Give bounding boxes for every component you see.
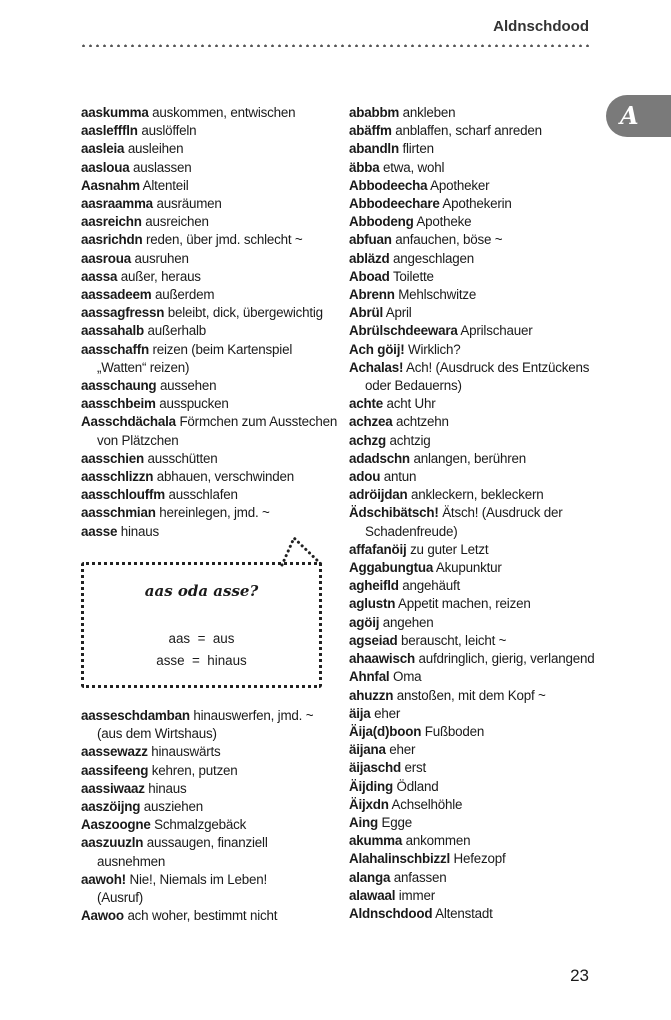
- entry-continuation: [81, 889, 331, 907]
- definition: außerhalb: [147, 323, 206, 339]
- headword: akumma: [349, 833, 403, 849]
- dictionary-entry: [349, 450, 609, 468]
- definition: ausreichen: [145, 214, 209, 230]
- section-tab: [606, 95, 671, 137]
- definition: ausschlafen: [168, 487, 238, 503]
- definition: Ätsch! (Ausdruck der: [442, 505, 563, 521]
- info-box-row: [81, 628, 322, 650]
- definition: ankleben: [402, 105, 456, 120]
- dictionary-entry: [81, 213, 331, 231]
- dictionary-entry: [349, 541, 609, 559]
- headword: Aggabungtua: [349, 560, 434, 576]
- headword: aasschaung: [81, 378, 157, 394]
- headword: Abrülschdeewara: [349, 323, 458, 339]
- headword: Abbodeecha: [349, 177, 428, 193]
- headword: Äija(d)boon: [349, 723, 422, 739]
- headword: aasschmian: [81, 505, 156, 521]
- dictionary-entry: [349, 268, 609, 286]
- headword: Abrül: [349, 305, 383, 321]
- definition: reden, über jmd. schlecht ~: [146, 232, 303, 248]
- dictionary-entry: [349, 577, 609, 595]
- dictionary-entry: [349, 304, 609, 322]
- dictionary-entry: [349, 177, 609, 195]
- dictionary-entry: [81, 341, 331, 359]
- headword: Ach göij!: [349, 341, 405, 357]
- section-letter: A: [620, 101, 639, 130]
- dictionary-entry: [349, 486, 609, 504]
- definition: anblaffen, scharf anreden: [395, 123, 542, 139]
- definition: hinauswerfen, jmd. ~: [193, 708, 314, 723]
- definition: oder Bedauerns): [365, 378, 462, 394]
- row-term: aas: [168, 631, 191, 646]
- dictionary-entry: [81, 780, 331, 798]
- headword: Achalas!: [349, 359, 404, 375]
- dictionary-entry: [349, 395, 609, 413]
- headword: achte: [349, 396, 383, 412]
- headword: affafanöij: [349, 541, 407, 557]
- dictionary-entry: [81, 816, 331, 834]
- definition: Hefezopf: [453, 851, 506, 867]
- dictionary-entry: [81, 177, 331, 195]
- headword: aasleia: [81, 141, 125, 157]
- dictionary-entry: [349, 159, 609, 177]
- definition: achtzehn: [396, 414, 449, 430]
- headword: äbba: [349, 159, 380, 175]
- left-column-top: [81, 104, 338, 541]
- headword: alanga: [349, 869, 391, 885]
- definition: ankommen: [405, 833, 471, 849]
- headword: äijana: [349, 742, 386, 758]
- dictionary-entry: [349, 341, 609, 359]
- definition: angehäuft: [402, 578, 461, 594]
- headword: ahaawisch: [349, 651, 415, 667]
- dictionary-entry: [81, 195, 331, 213]
- dictionary-entry: [81, 743, 331, 761]
- dictionary-entry: [81, 450, 331, 468]
- dictionary-entry: [349, 322, 609, 340]
- dictionary-entry: [349, 832, 609, 850]
- row-meaning: hinaus: [207, 653, 247, 668]
- definition: ausspucken: [159, 396, 229, 412]
- headword: achzea: [349, 414, 393, 430]
- definition: ausleihen: [127, 141, 184, 157]
- headword: aasroua: [81, 250, 131, 266]
- headword: aasreichn: [81, 214, 142, 230]
- dictionary-entry: [349, 796, 609, 814]
- definition: erst: [404, 760, 427, 776]
- headword: aaszuuzln: [81, 835, 144, 851]
- dictionary-entry: [81, 286, 331, 304]
- headword: aasse: [81, 523, 118, 539]
- definition: Wirklich?: [408, 341, 461, 357]
- definition: Altenteil: [142, 177, 189, 193]
- headword: aasschien: [81, 450, 144, 466]
- headword: aasraamma: [81, 196, 153, 212]
- dictionary-entry: [349, 905, 609, 923]
- headword: äija: [349, 705, 371, 721]
- definition: aufdringlich, gierig, verlangend: [418, 651, 595, 667]
- dictionary-entry: [349, 614, 609, 632]
- definition: Förmchen zum Ausstechen: [179, 414, 338, 430]
- dictionary-entry: [81, 413, 338, 431]
- definition: außer, heraus: [120, 268, 201, 284]
- definition: Achselhöhle: [391, 796, 463, 812]
- headword: aasschlizzn: [81, 469, 154, 485]
- definition: Toilette: [392, 268, 434, 284]
- definition: Mehlschwitze: [398, 287, 477, 303]
- definition: ausnehmen: [97, 853, 166, 869]
- headword: aassewazz: [81, 744, 148, 760]
- dictionary-entry: [81, 322, 331, 340]
- headword: Äijding: [349, 778, 393, 794]
- row-term: asse: [156, 653, 185, 668]
- definition: Akupunktur: [435, 560, 502, 576]
- dictionary-entry: [349, 887, 609, 905]
- headword: agheifld: [349, 578, 399, 594]
- dictionary-entry: [81, 104, 331, 122]
- entry-continuation: [81, 853, 331, 871]
- definition: auslassen: [133, 159, 192, 175]
- dictionary-entry: [349, 741, 609, 759]
- headword: ababbm: [349, 105, 400, 120]
- definition: hereinlegen, jmd. ~: [159, 505, 270, 521]
- headword: aaskumma: [81, 105, 149, 120]
- definition: beleibt, dick, übergewichtig: [167, 305, 323, 321]
- headword: ahuzzn: [349, 687, 394, 703]
- dictionary-entry: [81, 377, 331, 395]
- definition: (aus dem Wirtshaus): [97, 726, 217, 742]
- definition: ausziehen: [143, 799, 203, 815]
- headword: Aing: [349, 814, 378, 830]
- dictionary-entry: [349, 231, 609, 249]
- dictionary-entry: [349, 759, 609, 777]
- headword: aasseschdamban: [81, 708, 190, 723]
- definition: acht Uhr: [386, 396, 436, 412]
- headword: aassagfressn: [81, 305, 165, 321]
- headword: adou: [349, 469, 381, 485]
- definition: achtzig: [389, 432, 431, 448]
- dictionary-entry: [349, 504, 609, 522]
- dictionary-entry: [81, 159, 331, 177]
- definition: eher: [389, 742, 416, 758]
- headword: aawoh!: [81, 871, 126, 887]
- dictionary-entry: [349, 869, 609, 887]
- headword: abäffm: [349, 123, 392, 139]
- dictionary-entry: [81, 468, 331, 486]
- definition: Ach! (Ausdruck des Entzückens: [406, 359, 590, 375]
- definition: zu guter Letzt: [410, 541, 489, 557]
- headword: aglustn: [349, 596, 396, 612]
- dictionary-entry: [81, 231, 331, 249]
- dictionary-entry: [81, 486, 331, 504]
- dictionary-entry: [81, 395, 331, 413]
- definition: reizen (beim Kartenspiel: [152, 341, 293, 357]
- dictionary-entry: [349, 250, 609, 268]
- dictionary-entry: [81, 140, 331, 158]
- dictionary-entry: [81, 122, 331, 140]
- definition: Altenstadt: [435, 905, 493, 921]
- headword: aassadeem: [81, 287, 152, 303]
- definition: (Ausruf): [97, 890, 144, 906]
- definition: ausschütten: [147, 450, 218, 466]
- entry-continuation: [81, 432, 331, 450]
- definition: antun: [383, 469, 417, 485]
- dictionary-entry: [349, 104, 609, 122]
- row-meaning: aus: [212, 631, 235, 646]
- headword: aasrichdn: [81, 232, 143, 248]
- definition: anfassen: [393, 869, 447, 885]
- headword: aasschlouffm: [81, 487, 165, 503]
- definition: Ödland: [396, 778, 439, 794]
- definition: auskommen, entwischen: [152, 105, 296, 120]
- definition: „Watten“ reizen): [97, 359, 190, 375]
- definition: Aprilschauer: [460, 323, 533, 339]
- headword: Abrenn: [349, 287, 395, 303]
- definition: Schmalzgebäck: [154, 817, 247, 833]
- definition: anfauchen, böse ~: [395, 232, 503, 248]
- dictionary-entry: [349, 850, 609, 868]
- definition: berauscht, leicht ~: [401, 632, 507, 648]
- headword: aassa: [81, 268, 118, 284]
- headword: alawaal: [349, 887, 396, 903]
- definition: abhauen, verschwinden: [156, 469, 295, 485]
- dictionary-entry: [349, 195, 609, 213]
- headword: Äijxdn: [349, 796, 389, 812]
- dictionary-entry: [349, 413, 609, 431]
- dictionary-entry: [349, 213, 609, 231]
- info-box-title: aas oda asse?: [144, 582, 259, 600]
- definition: etwa, wohl: [383, 159, 445, 175]
- running-header: Aldnschdood: [493, 18, 589, 35]
- definition: angehen: [382, 614, 434, 630]
- definition: Nie!, Niemals im Leben!: [129, 871, 268, 887]
- dictionary-entry: [81, 250, 331, 268]
- headword: adadschn: [349, 450, 410, 466]
- dictionary-entry: [81, 834, 331, 852]
- entry-continuation: [349, 377, 609, 395]
- headword: aassifeeng: [81, 762, 149, 778]
- definition: hinaus: [148, 780, 187, 796]
- definition: Apotheker: [430, 177, 490, 193]
- dictionary-entry: [349, 668, 609, 686]
- definition: kehren, putzen: [151, 762, 238, 778]
- headword: Aboad: [349, 268, 390, 284]
- definition: eher: [374, 705, 401, 721]
- dictionary-entry: [349, 814, 609, 832]
- headword: aasloua: [81, 159, 130, 175]
- definition: Fußboden: [424, 723, 485, 739]
- headword: aaslefffln: [81, 123, 138, 139]
- headword: aassiwaaz: [81, 780, 145, 796]
- row-equals: =: [197, 631, 206, 646]
- headword: aassahalb: [81, 323, 144, 339]
- headword: Abbodeng: [349, 214, 414, 230]
- row-equals: =: [192, 653, 200, 668]
- headword: agseiad: [349, 632, 398, 648]
- dictionary-entry: [81, 304, 331, 322]
- entry-continuation: [81, 725, 331, 743]
- headword: achzg: [349, 432, 386, 448]
- right-column: [349, 104, 609, 923]
- definition: von Plätzchen: [97, 432, 179, 448]
- headword: Alahalinschbizzl: [349, 851, 450, 867]
- dictionary-entry: [81, 907, 331, 925]
- headword: Abbodeechare: [349, 196, 440, 212]
- dictionary-entry: [349, 468, 609, 486]
- headword: abläzd: [349, 250, 390, 266]
- headword: abfuan: [349, 232, 392, 248]
- headword: Aawoo: [81, 908, 124, 924]
- headword: agöij: [349, 614, 380, 630]
- dictionary-entry: [81, 762, 331, 780]
- headword: aaszöijng: [81, 799, 141, 815]
- definition: hinauswärts: [151, 744, 221, 760]
- dictionary-entry: [81, 707, 331, 725]
- dictionary-entry: [349, 632, 609, 650]
- headword: äijaschd: [349, 760, 401, 776]
- definition: aussaugen, finanziell: [146, 835, 268, 851]
- headword: Aasschdächala: [81, 414, 176, 430]
- definition: anstoßen, mit dem Kopf ~: [396, 687, 546, 703]
- dictionary-entry: [349, 595, 609, 613]
- definition: April: [385, 305, 412, 321]
- dictionary-entry: [349, 559, 609, 577]
- headword: Aasnahm: [81, 177, 140, 193]
- definition: angeschlagen: [393, 250, 475, 266]
- headword: Ädschibätsch!: [349, 505, 439, 521]
- left-column-bottom: [81, 707, 331, 925]
- headword: abandln: [349, 141, 399, 157]
- headword: adröijdan: [349, 487, 408, 503]
- info-box: [81, 562, 322, 688]
- definition: ach woher, bestimmt nicht: [127, 908, 278, 924]
- definition: flirten: [402, 141, 434, 157]
- dictionary-entry: [81, 504, 331, 522]
- dictionary-entry: [81, 268, 331, 286]
- dictionary-entry: [349, 359, 609, 377]
- dictionary-entry: [81, 798, 331, 816]
- dictionary-entry: [349, 140, 609, 158]
- definition: ankleckern, bekleckern: [411, 487, 544, 503]
- definition: Apothekerin: [442, 196, 512, 212]
- definition: Oma: [393, 669, 422, 685]
- headword: aasschbeim: [81, 396, 156, 412]
- definition: Egge: [381, 814, 412, 830]
- dictionary-entry: [349, 778, 609, 796]
- page-number: 23: [570, 966, 589, 985]
- definition: ausräumen: [156, 196, 222, 212]
- dictionary-entry: [349, 705, 609, 723]
- headword: aasschaffn: [81, 341, 149, 357]
- definition: Apotheke: [416, 214, 472, 230]
- headword: Ahnfal: [349, 669, 390, 685]
- dictionary-entry: [349, 723, 609, 741]
- definition: auslöffeln: [141, 123, 197, 139]
- definition: hinaus: [120, 523, 160, 539]
- definition: ausruhen: [134, 250, 189, 266]
- definition: anlangen, berühren: [413, 450, 527, 466]
- entry-continuation: [81, 359, 331, 377]
- header-dotted-rule: [80, 44, 592, 47]
- dictionary-entry: [349, 286, 609, 304]
- definition: immer: [398, 887, 435, 903]
- definition: Schadenfreude): [365, 523, 458, 539]
- definition: Appetit machen, reizen: [398, 596, 531, 612]
- dictionary-entry: [349, 650, 609, 668]
- dictionary-entry: [81, 871, 331, 889]
- headword: Aldnschdood: [349, 905, 433, 921]
- definition: aussehen: [159, 378, 217, 394]
- dictionary-entry: [349, 122, 609, 140]
- info-box-row: [81, 650, 322, 672]
- headword: Aaszoogne: [81, 817, 151, 833]
- definition: außerdem: [154, 287, 215, 303]
- dictionary-entry: [349, 687, 609, 705]
- info-box-rows: [81, 628, 322, 672]
- dictionary-entry: [349, 432, 609, 450]
- entry-continuation: [349, 523, 609, 541]
